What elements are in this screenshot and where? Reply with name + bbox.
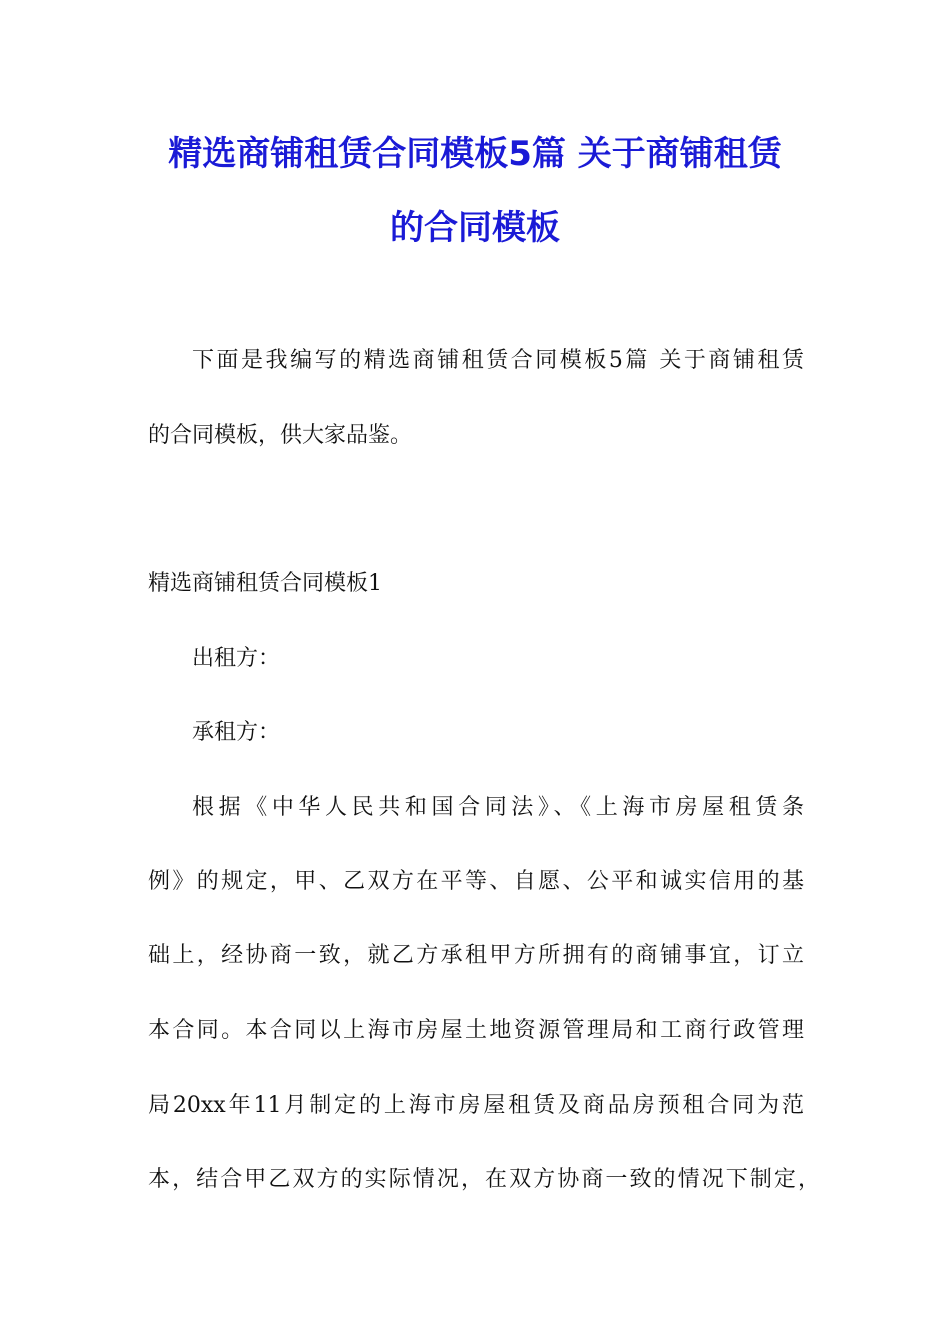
intro-line-1: 下面是我编写的精选商铺租赁合同模板5篇 关于商铺租赁 — [192, 348, 804, 373]
section-heading: 精选商铺租赁合同模板1 — [148, 571, 382, 596]
body-line-4: 本合同。本合同以上海市房屋土地资源管理局和工商行政管理 — [148, 1018, 804, 1043]
body-line-2: 例》的规定，甲、乙双方在平等、自愿、公平和诚实信用的基 — [148, 869, 804, 894]
lessee-label: 承租方： — [192, 720, 281, 745]
body-line-6: 本，结合甲乙双方的实际情况，在双方协商一致的情况下制定， — [148, 1167, 820, 1192]
lessor-label: 出租方： — [192, 646, 281, 671]
body-line-5: 局20xx年11月制定的上海市房屋租赁及商品房预租合同为范 — [148, 1093, 804, 1118]
document-title-line-1: 精选商铺租赁合同模板5篇 关于商铺租赁 — [168, 134, 782, 174]
body-line-1: 根据《中华人民共和国合同法》、《上海市房屋租赁条 — [192, 795, 804, 820]
document-title-line-2: 的合同模板 — [390, 208, 560, 248]
intro-line-2: 的合同模板，供大家品鉴。 — [148, 423, 413, 448]
body-line-3: 础上，经协商一致，就乙方承租甲方所拥有的商铺事宜，订立 — [148, 943, 804, 968]
